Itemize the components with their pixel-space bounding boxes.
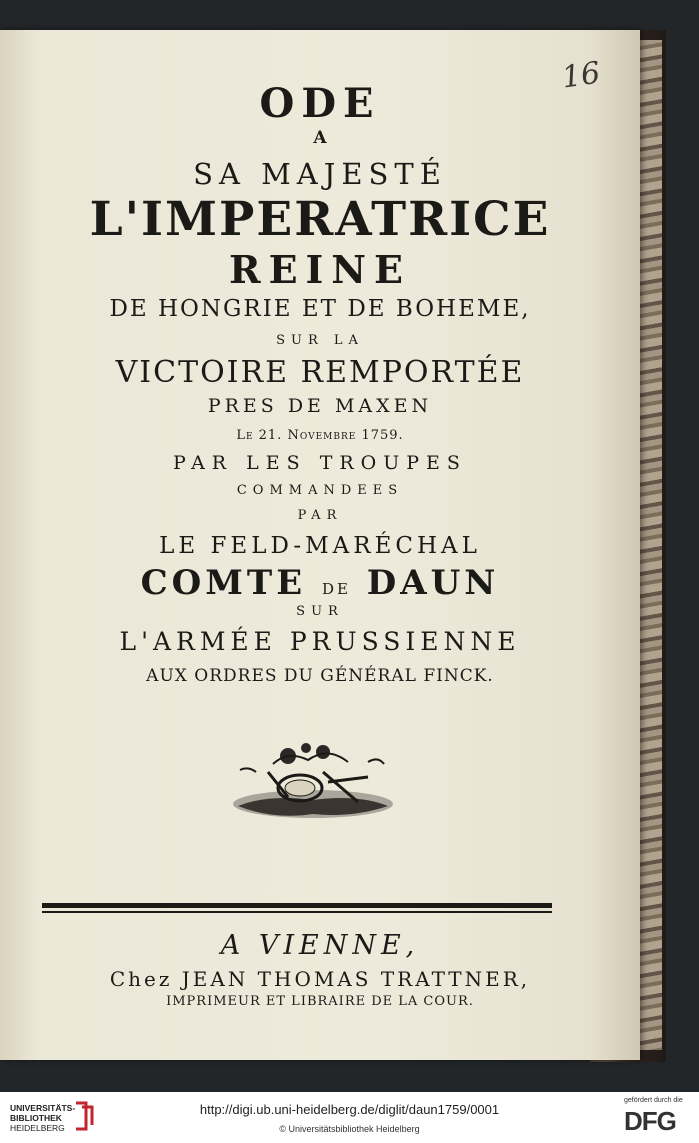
title-ordres: AUX ORDRES DU GÉNÉRAL FINCK. xyxy=(146,666,494,686)
title-pres: PRES DE MAXEN xyxy=(207,395,433,417)
title-armee: L'ARMÉE PRUSSIENNE xyxy=(119,627,521,656)
imprint-role: IMPRIMEUR ET LIBRAIRE DE LA COUR. xyxy=(166,994,474,1009)
double-rule-thin xyxy=(42,911,552,913)
title-feld-marechal: LE FELD-MARÉCHAL xyxy=(159,533,481,559)
permalink-url[interactable]: http://digi.ub.uni-heidelberg.de/diglit/daun1759/0001 xyxy=(199,1102,500,1117)
dfg-logo[interactable]: DFG xyxy=(624,1106,676,1136)
title-imperatrice: L'IMPERATRICE xyxy=(89,192,551,247)
title-sa-majeste: SA MAJESTÉ xyxy=(193,157,447,191)
footer-bar xyxy=(0,1092,699,1143)
title-par: PAR xyxy=(297,508,343,523)
title-victoire: VICTOIRE REMPORTÉE xyxy=(115,355,525,390)
copyright-notice: © Universitätsbibliothek Heidelberg xyxy=(279,1124,420,1134)
title-daun: DAUN xyxy=(366,563,500,603)
title-hongrie: DE HONGRIE ET DE BOHEME, xyxy=(109,296,531,322)
folio-number: 16 xyxy=(559,55,603,96)
title-date: Le 21. Novembre 1759. xyxy=(236,428,404,443)
funded-by-label: gefördert durch die xyxy=(624,1097,683,1104)
title-de: DE xyxy=(321,580,351,598)
title-ode: ODE xyxy=(259,80,381,127)
library-line-3: HEIDELBERG xyxy=(10,1123,65,1133)
title-reine: REINE xyxy=(228,247,412,292)
title-comte: COMTE xyxy=(140,563,307,603)
imprint-printer: Chez JEAN THOMAS TRATTNER, xyxy=(109,967,531,991)
binding-edge xyxy=(640,40,662,1050)
title-sur-la: SUR LA xyxy=(276,333,364,348)
title-a: A xyxy=(313,128,327,148)
double-rule-thick xyxy=(42,903,552,908)
trophy-ornament xyxy=(228,742,398,824)
imprint-city: A VIENNE, xyxy=(220,930,420,961)
title-commandees: COMMANDEES xyxy=(236,483,404,498)
title-comte-de-daun xyxy=(0,563,640,603)
title-sur: SUR xyxy=(296,604,344,619)
title-par-les-troupes: PAR LES TROUPES xyxy=(173,452,467,474)
library-line-2: BIBLIOTHEK xyxy=(10,1113,62,1123)
library-line-1: UNIVERSITÄTS- xyxy=(10,1103,76,1113)
